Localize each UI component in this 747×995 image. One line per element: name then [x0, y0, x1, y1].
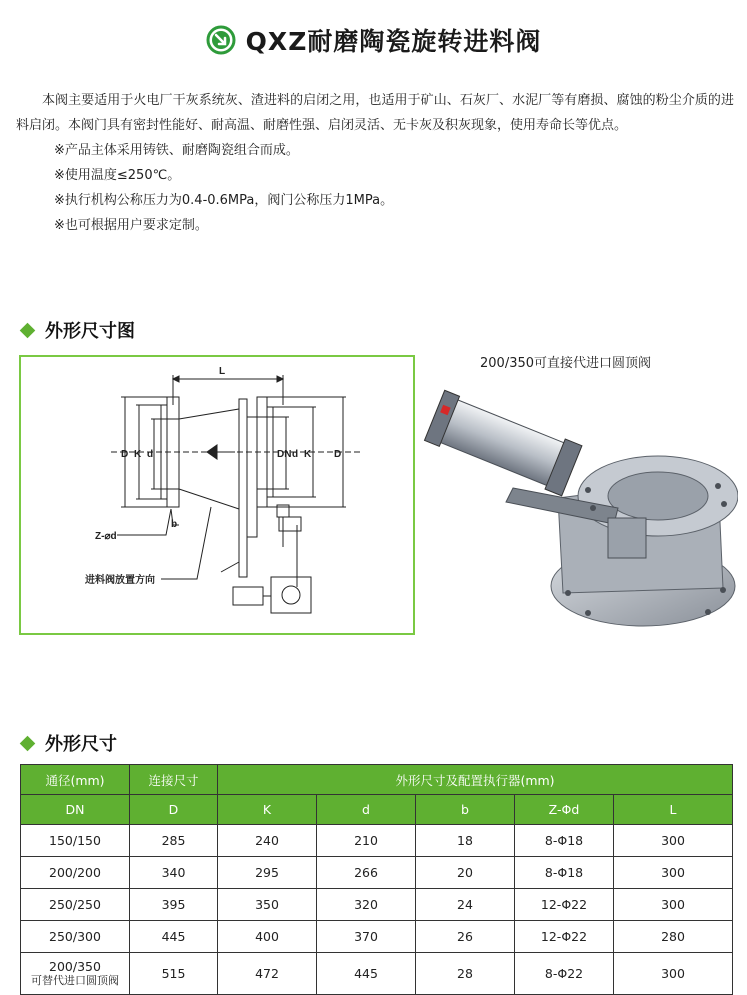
- drawing-svg: [21, 357, 413, 633]
- diamond-icon: [20, 322, 36, 338]
- cell-b: 28: [416, 953, 515, 995]
- dimensions-table: [20, 764, 733, 995]
- dim-D-label: D: [121, 449, 129, 460]
- table-subheader-row: [21, 795, 733, 825]
- cell-L: 300: [614, 857, 733, 889]
- photo-caption: 200/350可直接代进口圆顶阀: [480, 356, 652, 371]
- cell-dn-value: 200/350: [49, 958, 101, 974]
- header-diameter: 通径(mm): [21, 765, 130, 795]
- feature-bullet: ※产品主体采用铸铁、耐磨陶瓷组合而成。: [54, 143, 299, 158]
- header-outline: 外形尺寸及配置执行器(mm): [218, 765, 733, 795]
- cell-K: 350: [218, 889, 317, 921]
- feature-bullet: ※执行机构公称压力为0.4-0.6MPa，阀门公称压力1MPa。: [54, 193, 394, 208]
- cell-Zd: 12-Φ22: [515, 921, 614, 953]
- technical-drawing: [19, 355, 415, 635]
- cell-K: 472: [218, 953, 317, 995]
- intro-paragraph: 本阀主要适用于火电厂干灰系统灰、渣进料的启闭之用，也适用于矿山、石灰厂、水泥厂等有磨损、腐蚀的粉尘介质的进料启闭。本阀门具有密封性能好、耐高温、耐磨性强、启闭灵活、无卡灰及积灰现象，使用寿命长等优点。: [16, 93, 734, 133]
- product-photo: [418, 378, 738, 640]
- cell-d: 210: [317, 825, 416, 857]
- dim-D-label-right: D: [334, 449, 342, 460]
- cell-Zd: 8-Φ22: [515, 953, 614, 995]
- bolt-label: Z-⌀d: [95, 531, 117, 542]
- col-Zd: Z-Φd: [515, 795, 614, 825]
- col-K: K: [218, 795, 317, 825]
- dim-b-label: b: [171, 519, 178, 530]
- dim-d-label-right: d: [292, 449, 299, 460]
- header-connection: 连接尺寸: [130, 765, 218, 795]
- direction-label: 进料阀放置方向: [85, 575, 155, 586]
- cell-D: 395: [130, 889, 218, 921]
- cell-D: 285: [130, 825, 218, 857]
- col-D: D: [130, 795, 218, 825]
- cell-d: 370: [317, 921, 416, 953]
- cell-L: 300: [614, 953, 733, 995]
- section-label: 外形尺寸: [45, 734, 117, 755]
- cell-b: 26: [416, 921, 515, 953]
- section-heading-outline: [22, 317, 135, 343]
- cell-dn-note: 可替代进口圆顶阀: [31, 973, 119, 987]
- page-title: QXZ耐磨陶瓷旋转进料阀: [245, 27, 542, 56]
- col-b: b: [416, 795, 515, 825]
- cell-dn: [21, 953, 130, 995]
- feature-bullet: ※也可根据用户要求定制。: [54, 218, 208, 233]
- cell-K: 295: [218, 857, 317, 889]
- cell-b: 24: [416, 889, 515, 921]
- table-row: [21, 857, 733, 889]
- col-L: L: [614, 795, 733, 825]
- dim-K-label: K: [134, 449, 142, 460]
- table-row: [21, 825, 733, 857]
- cell-b: 20: [416, 857, 515, 889]
- cell-dn: 250/250: [21, 889, 130, 921]
- cell-b: 18: [416, 825, 515, 857]
- cell-d: 266: [317, 857, 416, 889]
- dim-DN-label: DN: [277, 449, 292, 460]
- cell-d: 445: [317, 953, 416, 995]
- table-row: [21, 889, 733, 921]
- cell-Zd: 8-Φ18: [515, 825, 614, 857]
- cell-dn: 150/150: [21, 825, 130, 857]
- col-dn: DN: [21, 795, 130, 825]
- cell-dn: 200/200: [21, 857, 130, 889]
- cell-D: 340: [130, 857, 218, 889]
- section-heading-dimensions: [22, 730, 117, 756]
- cell-Zd: 12-Φ22: [515, 889, 614, 921]
- dimensions-table-wrap: [20, 764, 732, 995]
- cell-L: 280: [614, 921, 733, 953]
- cell-K: 400: [218, 921, 317, 953]
- dim-d-label: d: [147, 449, 154, 460]
- cell-L: 300: [614, 825, 733, 857]
- green-circle-arrow-icon: [206, 25, 236, 55]
- dim-K-label-right: K: [304, 449, 312, 460]
- cell-D: 515: [130, 953, 218, 995]
- section-label: 外形尺寸图: [45, 321, 135, 342]
- cell-K: 240: [218, 825, 317, 857]
- cell-D: 445: [130, 921, 218, 953]
- table-row: [21, 921, 733, 953]
- intro-text: [16, 88, 734, 238]
- title-row: [0, 22, 747, 58]
- cell-dn: 250/300: [21, 921, 130, 953]
- cell-d: 320: [317, 889, 416, 921]
- col-d: d: [317, 795, 416, 825]
- cell-Zd: 8-Φ18: [515, 857, 614, 889]
- feature-bullet: ※使用温度≤250℃。: [54, 168, 181, 183]
- dim-L-label: L: [219, 366, 226, 377]
- table-header-row: [21, 765, 733, 795]
- table-row: [21, 953, 733, 995]
- cell-L: 300: [614, 889, 733, 921]
- diamond-icon: [20, 735, 36, 751]
